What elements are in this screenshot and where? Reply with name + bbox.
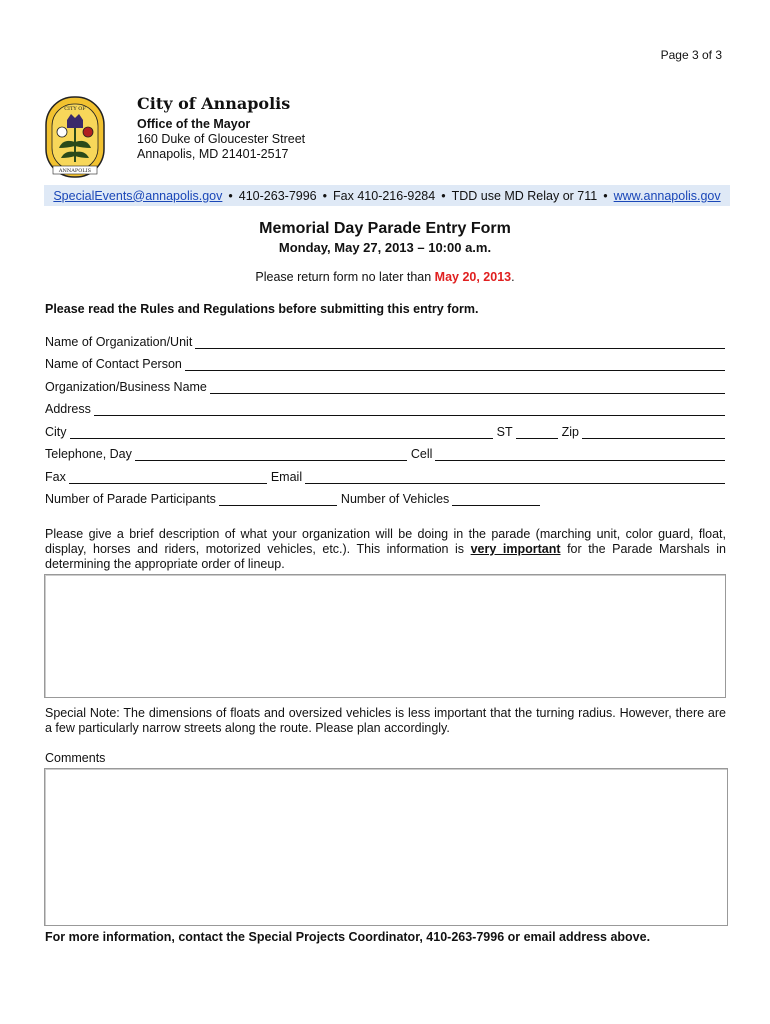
fax-number: Fax 410-216-9284	[333, 188, 436, 203]
description-text-after: for the Parade Marshals in determining the appropriate order of lineup.	[45, 542, 726, 571]
organization-input-line[interactable]	[195, 336, 725, 349]
st-input-line[interactable]	[516, 426, 558, 439]
footer-contact-note: For more information, contact the Special Projects Coordinator, 410-263-7996 or email address above.	[45, 930, 651, 944]
zip-label: Zip	[561, 425, 579, 439]
comments-textbox[interactable]	[44, 768, 728, 926]
city-input-line[interactable]	[70, 426, 493, 439]
fax-label: Fax	[45, 470, 66, 484]
office-name: Office of the Mayor	[137, 117, 251, 131]
bullet-separator: •	[228, 188, 233, 203]
contact-person-input-line[interactable]	[185, 358, 725, 371]
organization-label: Name of Organization/Unit	[45, 335, 193, 349]
telephone-day-label: Telephone, Day	[45, 447, 132, 461]
business-name-input-line[interactable]	[210, 381, 725, 394]
address-line-2: Annapolis, MD 21401-2517	[137, 147, 289, 161]
description-emphasis: very important	[470, 542, 561, 556]
form-date: Monday, May 27, 2013 – 10:00 a.m.	[278, 240, 492, 255]
description-text-before: Please give a brief description of what your organization will be doing in the parade (marching unit, color guard, float, display, horses and riders, motorized vehicles, etc.). This information is	[45, 527, 726, 556]
bullet-separator: •	[603, 188, 608, 203]
city-seal-logo	[45, 96, 105, 178]
vehicles-label: Number of Vehicles	[340, 492, 450, 506]
vehicles-input-line[interactable]	[452, 493, 540, 506]
contact-bar	[44, 185, 730, 206]
field-row-address	[45, 400, 725, 416]
participants-input-line[interactable]	[219, 493, 337, 506]
telephone-day-input-line[interactable]	[135, 448, 407, 461]
field-row-participants-vehicles	[45, 490, 725, 506]
field-row-fax-email	[45, 468, 725, 484]
rules-note: Please read the Rules and Regulations before submitting this entry form.	[45, 302, 479, 316]
special-note: Special Note: The dimensions of floats and oversized vehicles is less important that the turning radius. However, there are a few particularly narrow streets along the route. Please plan accordingly.	[45, 706, 726, 735]
seal-text-bottom: ANNAPOLIS	[58, 168, 92, 174]
field-row-telephone	[45, 445, 725, 461]
address-label: Address	[45, 402, 91, 416]
form-title: Memorial Day Parade Entry Form	[259, 220, 511, 237]
return-date: May 20, 2013	[434, 270, 512, 284]
tdd-info: TDD use MD Relay or 711	[451, 188, 598, 203]
return-suffix: .	[511, 270, 515, 284]
field-row-business-name	[45, 378, 725, 394]
email-input-line[interactable]	[305, 471, 725, 484]
field-row-contact-person	[45, 355, 725, 371]
page-number: Page 3 of 3	[660, 48, 722, 62]
field-row-city	[45, 423, 725, 439]
city-name: City of Annapolis	[137, 94, 291, 113]
participants-label: Number of Parade Participants	[45, 492, 216, 506]
address-input-line[interactable]	[94, 403, 725, 416]
bullet-separator: •	[441, 188, 446, 203]
st-label: ST	[496, 425, 513, 439]
description-textbox[interactable]	[44, 574, 726, 698]
phone-number: 410-263-7996	[238, 188, 317, 203]
cell-input-line[interactable]	[435, 448, 725, 461]
contact-person-label: Name of Contact Person	[45, 357, 182, 371]
business-name-label: Organization/Business Name	[45, 380, 207, 394]
fax-input-line[interactable]	[69, 471, 267, 484]
return-deadline-note	[0, 270, 770, 284]
description-instructions	[45, 527, 726, 572]
address-line-1: 160 Duke of Gloucester Street	[137, 132, 306, 146]
seal-text-top: CITY OF	[64, 106, 86, 112]
field-row-organization	[45, 333, 725, 349]
email-link[interactable]: SpecialEvents@annapolis.gov	[53, 188, 223, 203]
email-label: Email	[270, 470, 303, 484]
bullet-separator: •	[322, 188, 328, 203]
cell-label: Cell	[410, 447, 433, 461]
city-label: City	[45, 425, 67, 439]
zip-input-line[interactable]	[582, 426, 725, 439]
website-link[interactable]: www.annapolis.gov	[613, 188, 721, 203]
comments-label: Comments	[45, 751, 106, 765]
return-prefix: Please return form no later than	[255, 270, 435, 284]
